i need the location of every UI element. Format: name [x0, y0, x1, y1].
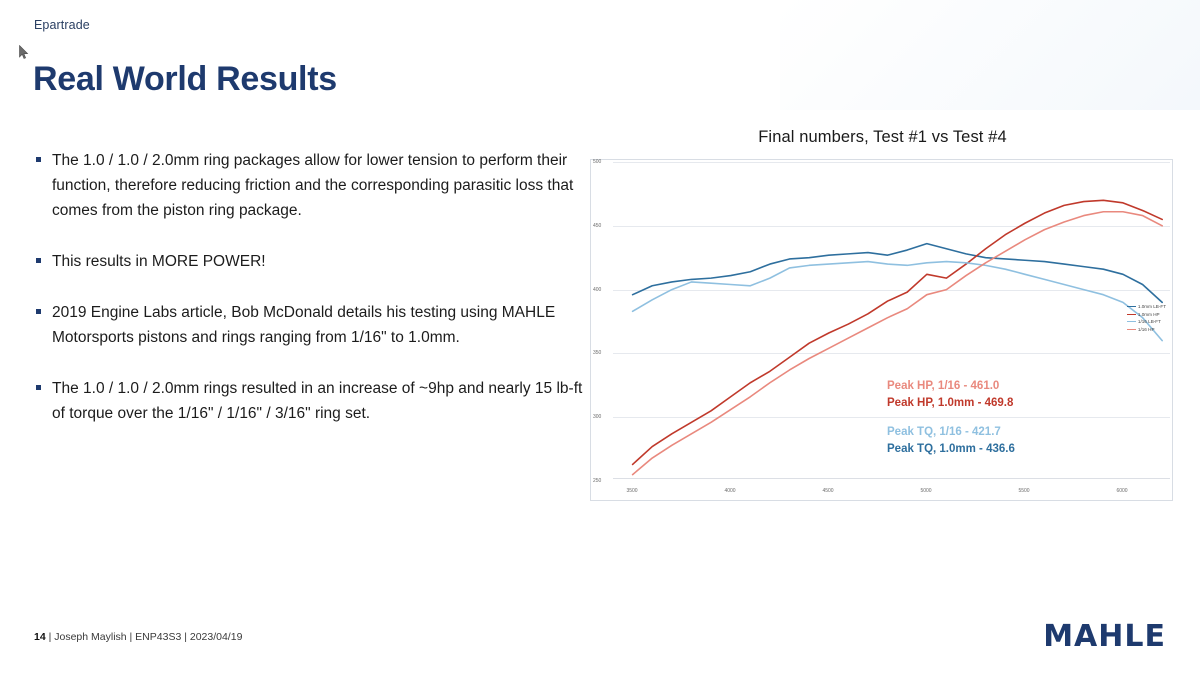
- peak-tq-light-text: Peak TQ, 1/16 - 421.7: [887, 426, 1001, 438]
- legend-label: 1.0mm HP: [1137, 311, 1160, 317]
- legend-swatch-icon: [1127, 321, 1136, 322]
- legend-item: [1127, 326, 1166, 334]
- list-item-text: The 1.0 / 1.0 / 2.0mm ring packages allow for lower tension to perform their function, therefore reducing friction and the corresponding parasitic loss that comes from the piston ring package.: [52, 152, 574, 219]
- mouse-cursor-icon: [19, 45, 29, 59]
- dyno-chart: [590, 128, 1175, 523]
- y-tick-label: 400: [593, 286, 602, 293]
- legend-item: [1127, 318, 1166, 326]
- list-item: [34, 249, 594, 274]
- eyebrow-label: Epartrade: [34, 18, 90, 32]
- chart-legend: [1127, 303, 1166, 333]
- bullet-marker-icon: [36, 258, 41, 263]
- y-tick-label: 250: [593, 478, 602, 484]
- list-item: [34, 148, 594, 223]
- legend-swatch-icon: [1127, 329, 1136, 330]
- y-tick-label: 350: [593, 350, 602, 357]
- legend-item: [1127, 303, 1166, 311]
- background-gradient: [780, 0, 1200, 110]
- peak-hp-light-text: Peak HP, 1/16 - 461.0: [887, 380, 1000, 392]
- peak-hp-dark-text: Peak HP, 1.0mm - 469.8: [887, 397, 1014, 409]
- peak-tq-annotation: [887, 424, 1015, 458]
- footer-text: | Joseph Maylish | ENP43S3 | 2023/04/19: [48, 631, 243, 643]
- list-item-text: 2019 Engine Labs article, Bob McDonald details his testing using MAHLE Motorsports pistons and rings ranging from 1/16" to 1.0mm.: [52, 304, 556, 346]
- legend-swatch-icon: [1127, 306, 1136, 307]
- x-tick-label: 6000: [1116, 488, 1128, 494]
- bullet-marker-icon: [36, 157, 41, 162]
- legend-label: 1/16 HP: [1137, 326, 1155, 332]
- legend-label: 1.0mm LB-FT: [1137, 304, 1166, 309]
- bullet-marker-icon: [36, 385, 41, 390]
- y-tick-label: 300: [593, 414, 602, 421]
- bullet-marker-icon: [36, 309, 41, 314]
- x-tick-label: 5000: [920, 488, 932, 494]
- y-tick-label: 450: [593, 222, 602, 229]
- y-tick-label: 500: [593, 159, 602, 165]
- x-tick-label: 5500: [1018, 488, 1030, 494]
- peak-tq-dark-text: Peak TQ, 1.0mm - 436.6: [887, 443, 1015, 455]
- page-title: Real World Results: [33, 59, 337, 98]
- footer: [34, 631, 242, 643]
- list-item: [34, 376, 594, 426]
- brand-logo: MAHLE: [1043, 619, 1166, 654]
- chart-title: Final numbers, Test #1 vs Test #4: [758, 128, 1007, 146]
- x-tick-label: 4500: [822, 488, 834, 494]
- peak-hp-annotation: [887, 378, 1013, 412]
- bullet-list: [34, 148, 594, 452]
- list-item-text: The 1.0 / 1.0 / 2.0mm rings resulted in an increase of ~9hp and nearly 15 lb-ft of torque over the 1/16" / 1/16" / 3/16" ring set.: [52, 380, 583, 422]
- list-item: [34, 300, 594, 350]
- x-tick-label: 3500: [626, 488, 638, 494]
- x-tick-label: 4000: [724, 488, 736, 494]
- legend-label: 1/16 LB-FT: [1137, 319, 1161, 324]
- legend-item: [1127, 311, 1166, 319]
- list-item-text: This results in MORE POWER!: [52, 253, 266, 270]
- legend-swatch-icon: [1127, 314, 1136, 315]
- chart-plot-area: [590, 159, 1173, 501]
- page-number: 14: [34, 631, 46, 643]
